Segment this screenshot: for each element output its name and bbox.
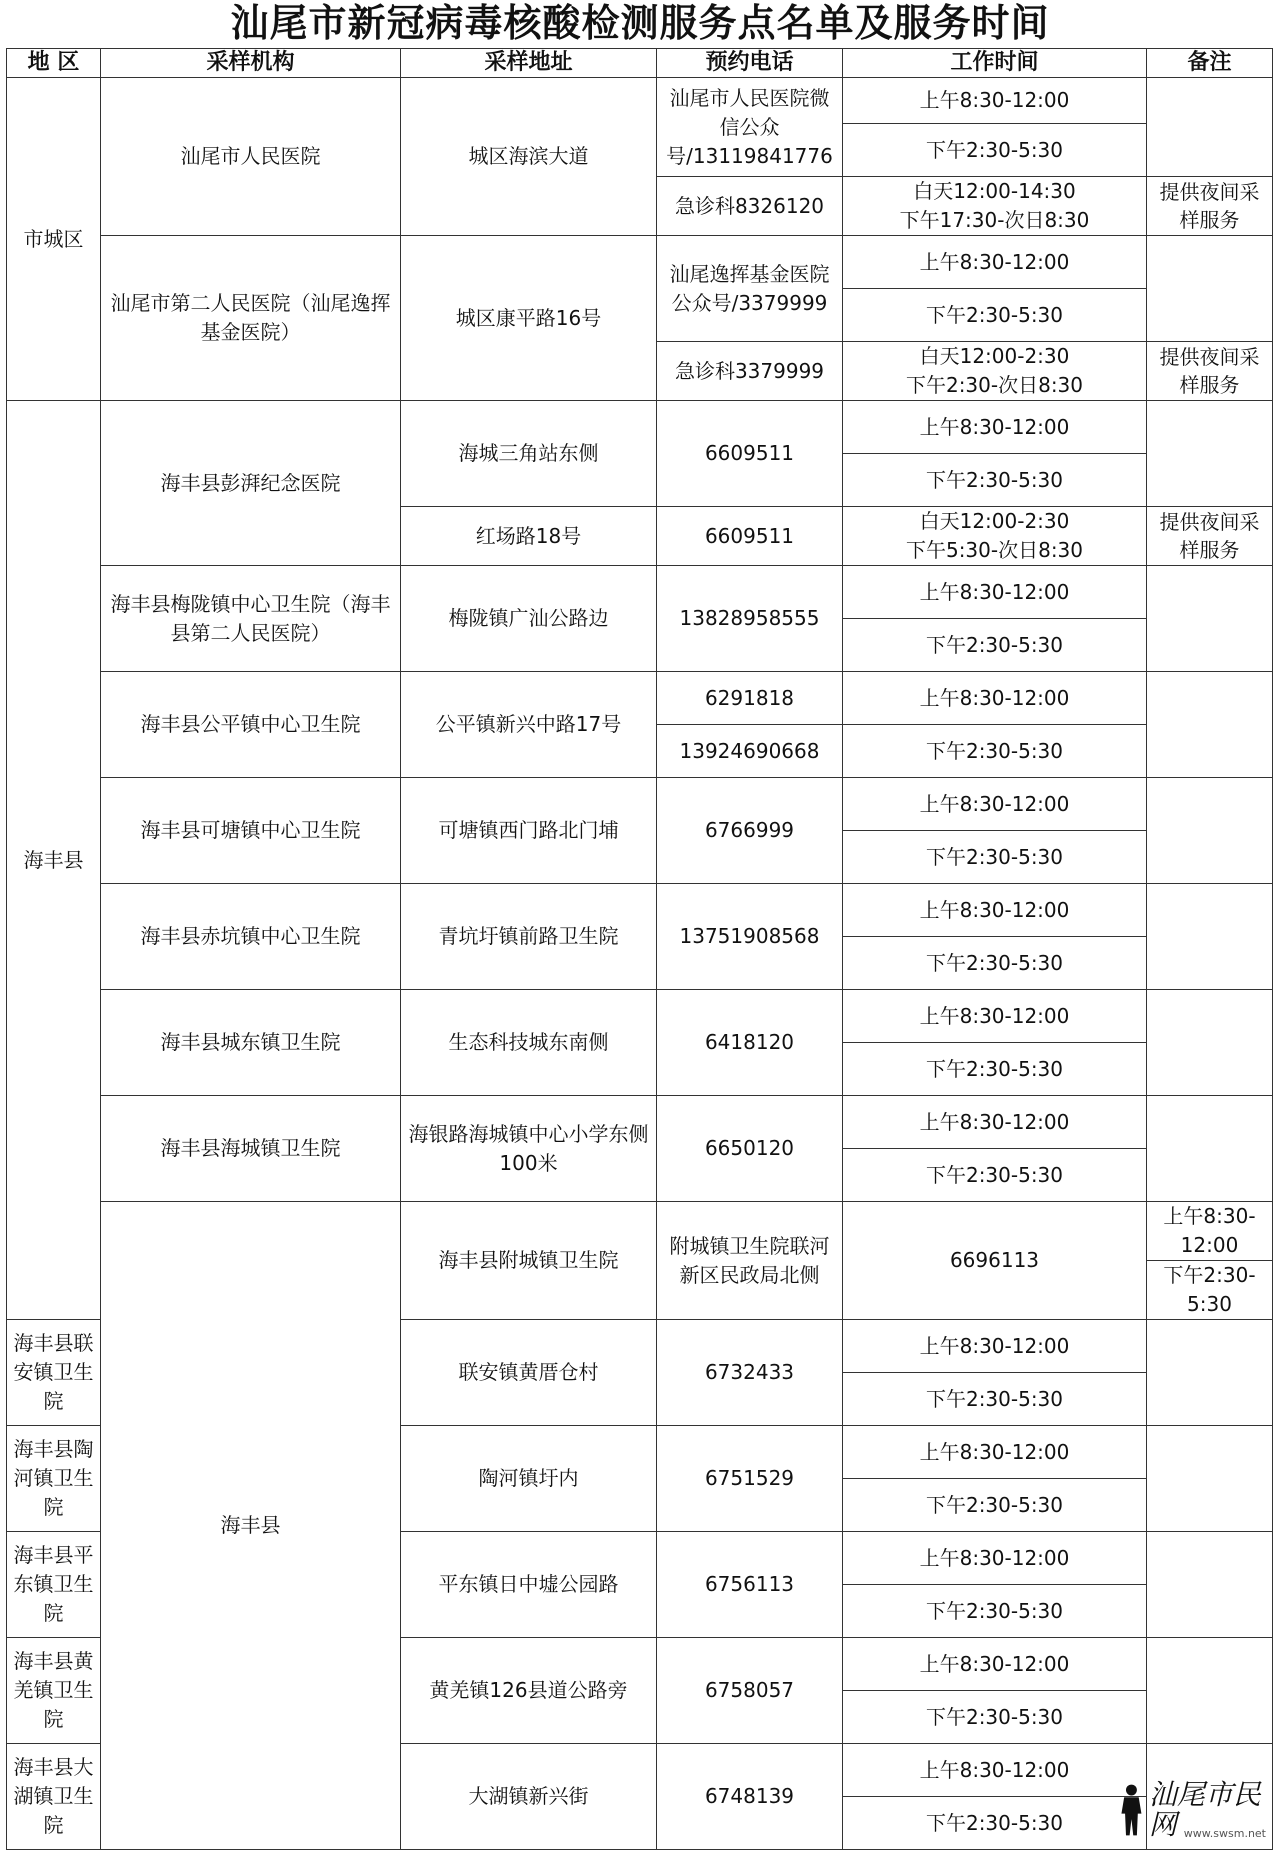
time-cell: 上午8:30-12:00 bbox=[1147, 1202, 1273, 1261]
site-watermark bbox=[1116, 1778, 1276, 1840]
note-cell bbox=[1147, 1320, 1273, 1426]
table-row bbox=[7, 566, 1273, 619]
header-org: 采样机构 bbox=[101, 49, 401, 78]
time-cell: 上午8:30-12:00 bbox=[843, 1096, 1147, 1149]
addr-cell: 城区康平路16号 bbox=[401, 236, 657, 401]
time-cell: 下午2:30-5:30 bbox=[843, 1797, 1147, 1850]
time-cell: 下午2:30-5:30 bbox=[843, 937, 1147, 990]
phone-cell: 6696113 bbox=[843, 1202, 1147, 1320]
time-cell: 下午2:30-5:30 bbox=[843, 725, 1147, 778]
table-row bbox=[7, 1202, 1273, 1261]
org-cell: 海丰县梅陇镇中心卫生院（海丰县第二人民医院） bbox=[101, 566, 401, 672]
addr-cell: 联安镇黄厝仓村 bbox=[401, 1320, 657, 1426]
er-phone-cell: 急诊科8326120 bbox=[657, 177, 843, 236]
time-line: 白天12:00-14:30 bbox=[913, 179, 1076, 203]
phone-cell: 13751908568 bbox=[657, 884, 843, 990]
org-cell: 海丰县海城镇卫生院 bbox=[101, 1096, 401, 1202]
region-cell: 海丰县 bbox=[101, 1202, 401, 1850]
org-cell: 海丰县彭湃纪念医院 bbox=[101, 401, 401, 566]
time-cell: 下午2:30-5:30 bbox=[843, 124, 1147, 177]
time-cell: 上午8:30-12:00 bbox=[843, 990, 1147, 1043]
note-cell bbox=[1147, 236, 1273, 342]
person-silhouette-icon bbox=[1116, 1780, 1147, 1840]
org-cell: 海丰县陶河镇卫生院 bbox=[7, 1426, 101, 1532]
note-cell bbox=[1147, 566, 1273, 672]
time-cell: 上午8:30-12:00 bbox=[843, 78, 1147, 124]
note-cell bbox=[1147, 401, 1273, 507]
time-cell: 下午2:30-5:30 bbox=[843, 619, 1147, 672]
note-cell bbox=[1147, 1638, 1273, 1744]
region-cell: 海丰县 bbox=[7, 401, 101, 1320]
note-cell bbox=[1147, 78, 1273, 177]
note-cell bbox=[1147, 672, 1273, 778]
time-cell: 上午8:30-12:00 bbox=[843, 1744, 1147, 1797]
org-cell: 海丰县赤坑镇中心卫生院 bbox=[101, 884, 401, 990]
addr-cell: 公平镇新兴中路17号 bbox=[401, 672, 657, 778]
addr-cell: 可塘镇西门路北门埔 bbox=[401, 778, 657, 884]
time-line: 下午2:30-次日8:30 bbox=[905, 373, 1084, 397]
time-cell bbox=[843, 507, 1147, 566]
phone-cell: 6650120 bbox=[657, 1096, 843, 1202]
time-cell: 下午2:30-5:30 bbox=[843, 289, 1147, 342]
time-cell: 上午8:30-12:00 bbox=[843, 401, 1147, 454]
note-cell bbox=[1147, 1426, 1273, 1532]
addr-cell: 平东镇日中墟公园路 bbox=[401, 1532, 657, 1638]
night-service-note: 提供夜间采样服务 bbox=[1147, 507, 1273, 566]
addr-cell: 生态科技城东南侧 bbox=[401, 990, 657, 1096]
table-row bbox=[7, 990, 1273, 1043]
table-row bbox=[7, 884, 1273, 937]
phone-cell: 6756113 bbox=[657, 1532, 843, 1638]
header-addr: 采样地址 bbox=[401, 49, 657, 78]
org-cell: 海丰县可塘镇中心卫生院 bbox=[101, 778, 401, 884]
time-cell: 下午2:30-5:30 bbox=[843, 1479, 1147, 1532]
header-region: 地 区 bbox=[7, 49, 101, 78]
org-cell: 海丰县黄羌镇卫生院 bbox=[7, 1638, 101, 1744]
table-row bbox=[7, 778, 1273, 831]
addr-cell: 红场路18号 bbox=[401, 507, 657, 566]
org-cell: 海丰县城东镇卫生院 bbox=[101, 990, 401, 1096]
night-service-note: 提供夜间采样服务 bbox=[1147, 177, 1273, 236]
note-cell bbox=[1147, 1532, 1273, 1638]
service-points-table bbox=[6, 48, 1273, 1850]
time-line: 白天12:00-2:30 bbox=[919, 344, 1070, 368]
time-cell: 下午2:30-5:30 bbox=[843, 454, 1147, 507]
time-cell: 上午8:30-12:00 bbox=[843, 566, 1147, 619]
time-cell: 上午8:30-12:00 bbox=[843, 1320, 1147, 1373]
addr-cell: 附城镇卫生院联河新区民政局北侧 bbox=[657, 1202, 843, 1320]
header-note: 备注 bbox=[1147, 49, 1273, 78]
page-title: 汕尾市新冠病毒核酸检测服务点名单及服务时间 bbox=[230, 1, 1050, 45]
time-cell bbox=[843, 342, 1147, 401]
phone-cell: 6609511 bbox=[657, 507, 843, 566]
time-cell: 下午2:30-5:30 bbox=[843, 1043, 1147, 1096]
addr-cell: 陶河镇圩内 bbox=[401, 1426, 657, 1532]
org-cell: 海丰县联安镇卫生院 bbox=[7, 1320, 101, 1426]
table-row bbox=[7, 672, 1273, 725]
phone-cell: 6748139 bbox=[657, 1744, 843, 1850]
phone-cell: 汕尾市人民医院微信公众号/13119841776 bbox=[657, 78, 843, 177]
phone-cell: 6291818 bbox=[657, 672, 843, 725]
watermark-text: 汕尾市民网 bbox=[1148, 1778, 1261, 1841]
phone-cell: 汕尾逸挥基金医院公众号/3379999 bbox=[657, 236, 843, 342]
note-cell bbox=[1147, 1096, 1273, 1202]
phone-cell: 13828958555 bbox=[657, 566, 843, 672]
table-row bbox=[7, 1096, 1273, 1149]
time-cell: 下午2:30-5:30 bbox=[843, 1149, 1147, 1202]
time-cell: 上午8:30-12:00 bbox=[843, 672, 1147, 725]
addr-cell: 梅陇镇广汕公路边 bbox=[401, 566, 657, 672]
note-cell bbox=[1147, 884, 1273, 990]
phone-cell: 6609511 bbox=[657, 401, 843, 507]
time-cell: 下午2:30-5:30 bbox=[843, 1373, 1147, 1426]
phone-cell: 6766999 bbox=[657, 778, 843, 884]
time-cell: 下午2:30-5:30 bbox=[843, 1585, 1147, 1638]
time-cell: 上午8:30-12:00 bbox=[843, 884, 1147, 937]
phone-cell: 6758057 bbox=[657, 1638, 843, 1744]
time-cell: 下午2:30-5:30 bbox=[843, 831, 1147, 884]
org-cell: 海丰县附城镇卫生院 bbox=[401, 1202, 657, 1320]
night-service-note: 提供夜间采样服务 bbox=[1147, 342, 1273, 401]
er-phone-cell: 急诊科3379999 bbox=[657, 342, 843, 401]
note-cell bbox=[1147, 778, 1273, 884]
phone-cell: 13924690668 bbox=[657, 725, 843, 778]
time-cell bbox=[843, 177, 1147, 236]
note-cell bbox=[1147, 990, 1273, 1096]
table-row bbox=[7, 236, 1273, 289]
time-cell: 上午8:30-12:00 bbox=[843, 236, 1147, 289]
header-row bbox=[7, 49, 1273, 78]
org-cell: 海丰县大湖镇卫生院 bbox=[7, 1744, 101, 1850]
org-cell: 海丰县平东镇卫生院 bbox=[7, 1532, 101, 1638]
addr-cell: 黄羌镇126县道公路旁 bbox=[401, 1638, 657, 1744]
region-cell: 市城区 bbox=[7, 78, 101, 401]
org-cell: 海丰县公平镇中心卫生院 bbox=[101, 672, 401, 778]
phone-cell: 6418120 bbox=[657, 990, 843, 1096]
addr-cell: 海城三角站东侧 bbox=[401, 401, 657, 507]
org-cell: 汕尾市第二人民医院（汕尾逸挥基金医院） bbox=[101, 236, 401, 401]
table-row bbox=[7, 401, 1273, 454]
time-cell: 下午2:30-5:30 bbox=[843, 1691, 1147, 1744]
table-row bbox=[7, 78, 1273, 124]
time-line: 下午5:30-次日8:30 bbox=[905, 538, 1084, 562]
header-time: 工作时间 bbox=[843, 49, 1147, 78]
time-cell: 上午8:30-12:00 bbox=[843, 778, 1147, 831]
time-cell: 上午8:30-12:00 bbox=[843, 1638, 1147, 1691]
time-line: 白天12:00-2:30 bbox=[919, 509, 1070, 533]
header-phone: 预约电话 bbox=[657, 49, 843, 78]
phone-cell: 6732433 bbox=[657, 1320, 843, 1426]
addr-cell: 大湖镇新兴街 bbox=[401, 1744, 657, 1850]
org-cell: 汕尾市人民医院 bbox=[101, 78, 401, 236]
watermark-url: www.swsm.net bbox=[1183, 1827, 1266, 1840]
time-cell: 上午8:30-12:00 bbox=[843, 1426, 1147, 1479]
addr-cell: 青坑圩镇前路卫生院 bbox=[401, 884, 657, 990]
addr-cell: 城区海滨大道 bbox=[401, 78, 657, 236]
time-cell: 下午2:30-5:30 bbox=[1147, 1261, 1273, 1320]
addr-cell: 海银路海城镇中心小学东侧100米 bbox=[401, 1096, 657, 1202]
time-line: 下午17:30-次日8:30 bbox=[899, 208, 1090, 232]
phone-cell: 6751529 bbox=[657, 1426, 843, 1532]
time-cell: 上午8:30-12:00 bbox=[843, 1532, 1147, 1585]
